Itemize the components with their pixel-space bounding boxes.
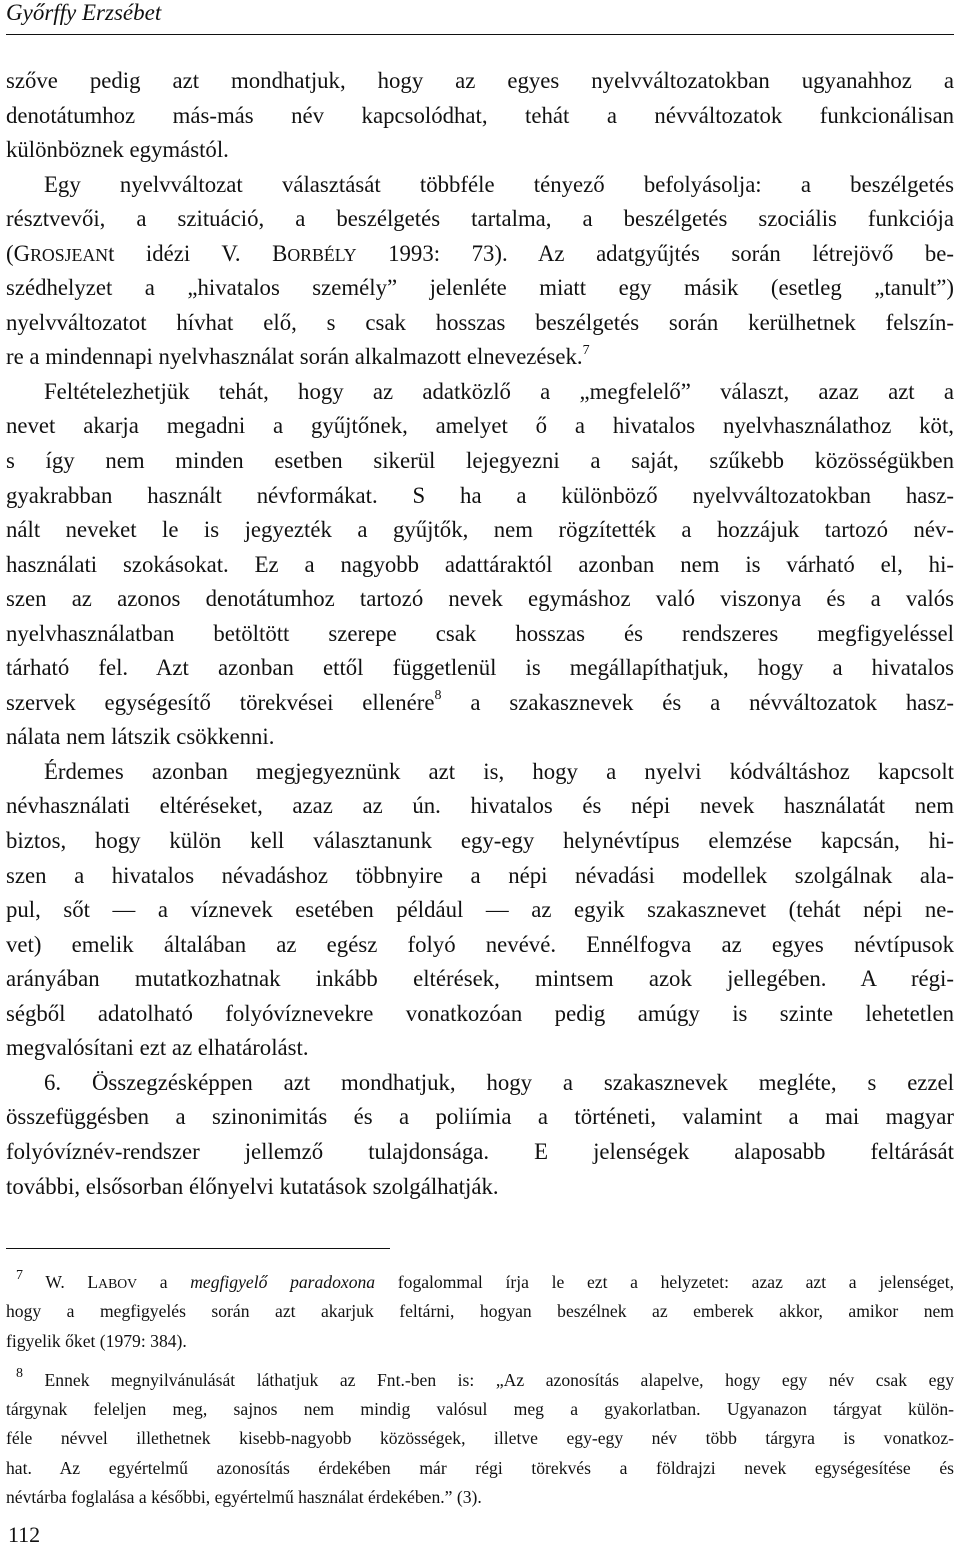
footnote-number: 8 — [16, 1366, 23, 1382]
text-line: szőve pedig azt mondhatjuk, hogy az egyes nyelvváltozatokban ugyanahhoz a — [6, 68, 954, 93]
term-italic: megfigyelő paradoxona — [190, 1272, 376, 1292]
text-line: Egy nyelvváltozat választását többféle tényező befolyásolja: a beszélgetés — [44, 171, 954, 197]
text-run: a — [137, 1272, 191, 1292]
text-line: Feltételezhetjük tehát, hogy az adatközlő a „megfelelő” választ, azaz azt a — [44, 378, 954, 404]
text-line: nált neveket le is jegyezték a gyűjtők, nem rögzítették a hozzájuk tartozó név- — [6, 517, 954, 543]
footnote-number: 7 — [16, 1268, 23, 1284]
text-line: névhasználati eltéréseket, azaz az ún. hivatalos és népi nevek használatát nem — [6, 793, 954, 819]
text-line: további, elsősorban élőnyelvi kutatások szolgálhatják. — [6, 1173, 499, 1199]
text-line: résztvevői, a szituáció, a beszélgetés tartalma, a beszélgetés szociális funkciója — [6, 206, 954, 232]
text-run: W. L — [23, 1272, 99, 1292]
author-name-smallcaps: ROSJEAN — [30, 244, 109, 265]
footnote-line: névtárba foglalása a későbbi, egyértelmű használat érdekében.” (3). — [6, 1487, 482, 1508]
text-line: szédhelyzet a „hivatalos személy” jelenléte miatt egy másik (esetleg „tanult”) — [6, 275, 954, 301]
text-line: arányában mutatkozhatnak inkább eltérések, mintsem azok jellegében. A régi- — [6, 966, 954, 992]
author-name-smallcaps: ABOV — [98, 1276, 138, 1291]
text-line — [6, 340, 954, 375]
main-text — [6, 64, 954, 1204]
text-line: nálata nem látszik csökkenni. — [6, 724, 275, 750]
text-run: Ennek megnyilvánulását láthatjuk az Fnt.-ben is: „Az azonosítás alapelve, hogy egy név csak egy — [23, 1369, 954, 1390]
page-number: 112 — [8, 1522, 41, 1547]
text-run: fogalommal írja le ezt a helyzetet: azaz azt a jelenséget, — [375, 1272, 954, 1292]
running-head: Győrffy Erzsébet — [6, 0, 162, 25]
text-line — [6, 686, 954, 721]
text-run: re a mindennapi nyelvhasználat során alkalmazott elnevezések. — [6, 344, 583, 370]
text-line: nevet akarja megadni a gyűjtőnek, amelyet ő a hivatalos nyelvhasználathoz köt, — [6, 413, 954, 439]
page-header — [6, 0, 954, 35]
text-line: biztos, hogy külön kell választanunk egy-egy helynévtípus elemzése kapcsán, hi- — [6, 828, 954, 854]
footnote-line: figyelik őket (1979: 384). — [6, 1330, 187, 1351]
text-line: folyóvíznév-rendszer jellemző tulajdonsága. E jelenségek alaposabb feltárását — [6, 1138, 954, 1164]
text-line: összefüggésben a szinonimitás és a poliímia a történeti, valamint a mai magyar — [6, 1104, 954, 1130]
text-line: használati szokásokat. Ez a nagyobb adattáraktól azonban nem is várható el, hi- — [6, 551, 954, 577]
text-line: vet) emelik általában az egész folyó nevévé. Ennélfogva az egyes névtípusok — [6, 931, 954, 957]
footnote-line: hat. Az egyértelmű azonosítás érdekében már régi törekvés a földrajzi nevek egységesítése és — [6, 1457, 954, 1478]
text-line: ségből adatolható folyóvíznevekre vonatkozóan pedig amúgy is szinte lehetetlen — [6, 1000, 954, 1026]
text-line: denotátumhoz más-más név kapcsolódhat, tehát a névváltozatok funkcionálisan — [6, 102, 954, 128]
text-line — [6, 237, 954, 272]
text-run: a szakasznevek és a névváltozatok hasz- — [441, 689, 955, 715]
footnote-8 — [6, 1366, 954, 1512]
text-line: szen az azonos denotátumhoz tartozó nevek egymáshoz való viszonya és a valós — [6, 586, 954, 612]
text-line: Érdemes azonban megjegyeznünk azt is, hogy a nyelvi kódváltáshoz kapcsolt — [44, 758, 954, 784]
text-line: nyelvváltozatot hívhat elő, s csak hosszas beszélgetés során kerülhetnek felszín- — [6, 309, 954, 335]
text-line: tárható fel. Azt azonban ettől függetlenül is megállapíthatjuk, hogy a hivatalos — [6, 655, 954, 681]
footnote-ref[interactable]: 8 — [434, 688, 442, 704]
footnote-ref[interactable]: 7 — [582, 342, 590, 358]
footnote-line: tárgynak feleljen meg, sajnos nem mindig valósul meg a gyakorlatban. Ugyanazon tárgyat külön- — [6, 1399, 954, 1420]
footnote-separator — [6, 1248, 390, 1249]
footnote-7 — [6, 1268, 954, 1356]
footnotes — [6, 1268, 954, 1522]
text-line: megvalósítani ezt az elhatárolást. — [6, 1035, 309, 1061]
text-run: t idézi V. B — [108, 240, 288, 266]
text-line: szen a hivatalos névadáshoz többnyire a népi névadási modellek szolgálnak ala- — [6, 862, 954, 888]
footnote-line — [6, 1268, 954, 1297]
text-line: különböznek egymástól. — [6, 137, 229, 163]
text-run: szervek egységesítő törekvései ellenére — [6, 689, 435, 715]
text-run: 1993: 73). Az adatgyűjtés során létrejövő be- — [356, 240, 954, 266]
text-run: (G — [6, 240, 31, 266]
footnote-line: féle névvel illethetnek kisebb-nagyobb közösségek, illetve egy-egy név több tárgyra is vonatkoz- — [6, 1428, 954, 1449]
author-name-smallcaps: ORBÉLY — [287, 244, 357, 265]
footnote-line: hogy a megfigyelés során azt akarjuk feltárni, hogyan beszélnek az emberek akkor, amikor nem — [6, 1301, 954, 1322]
footnote-line — [6, 1366, 954, 1395]
text-line: 6. Összegzésképpen azt mondhatjuk, hogy a szakasznevek megléte, s ezzel — [44, 1069, 954, 1095]
text-line: pul, sőt — a víznevek esetében például — az egyik szakasznevet (tehát népi ne- — [6, 897, 954, 923]
text-line: gyakrabban használt névformákat. S ha a különböző nyelvváltozatokban hasz- — [6, 482, 954, 508]
text-line: nyelvhasználatban betöltött szerepe csak hosszas és rendszeres megfigyeléssel — [6, 620, 954, 646]
text-line: s így nem minden esetben sikerül lejegyezni a saját, szűkebb közösségükben — [6, 448, 954, 474]
